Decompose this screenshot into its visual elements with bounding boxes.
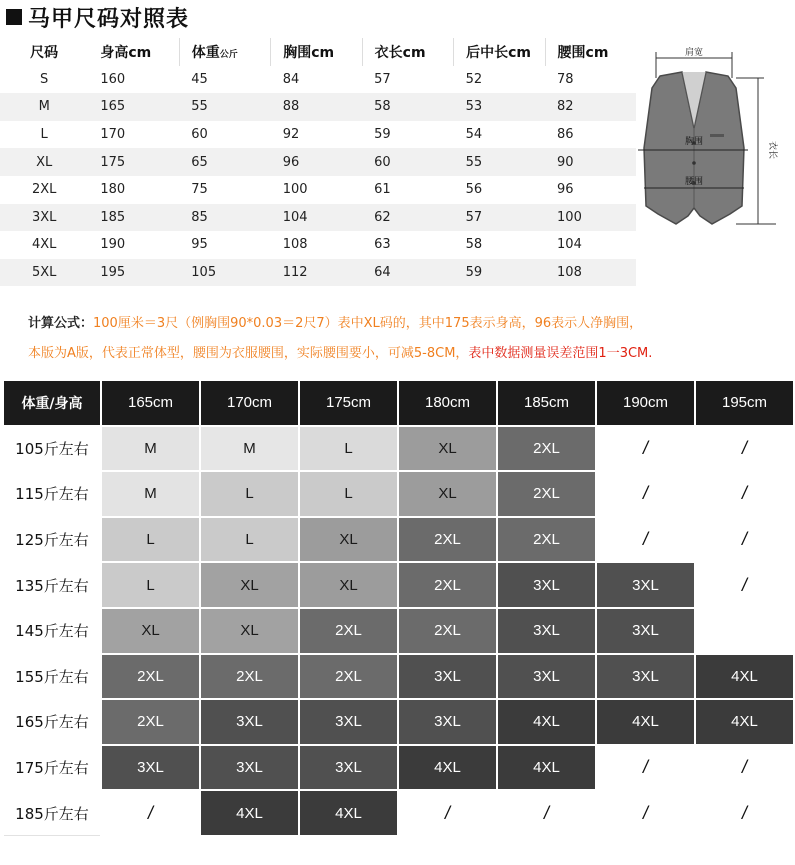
measure-cell: 92: [282, 127, 300, 143]
measure-cell: 61: [374, 182, 391, 198]
measure-cell: 85: [179, 204, 270, 232]
grid-row: [3, 745, 794, 791]
size-cell: 2XL: [31, 182, 57, 198]
size-row: [0, 121, 636, 149]
formula-label: 计算公式：: [28, 316, 94, 331]
grid-size-cell: M: [101, 471, 200, 517]
grid-size-cell: L: [101, 517, 200, 563]
header-height: 身高cm: [100, 44, 152, 61]
measure-cell: 86: [557, 127, 574, 143]
grid-na-cell: /: [101, 790, 200, 836]
grid-na-cell: /: [695, 426, 794, 472]
grid-size-cell: XL: [299, 562, 398, 608]
grid-size-cell: M: [101, 426, 200, 472]
grid-size-cell: 3XL: [497, 608, 596, 654]
measure-cell: 105: [179, 259, 270, 287]
measure-cell: 52: [465, 71, 483, 87]
grid-size-cell: 2XL: [200, 654, 299, 700]
measure-cell: 57: [454, 204, 545, 232]
grid-height-header: 185cm: [497, 380, 596, 426]
grid-size-cell: 3XL: [398, 654, 497, 700]
measure-cell: 108: [545, 259, 636, 287]
grid-size-cell: 3XL: [596, 654, 695, 700]
grid-size-cell: 4XL: [299, 790, 398, 836]
page-title-text: 马甲尺码对照表: [28, 6, 190, 32]
grid-size-cell: 4XL: [497, 699, 596, 745]
grid-size-cell: L: [299, 471, 398, 517]
grid-height-header: 195cm: [695, 380, 794, 426]
measure-cell: 62: [362, 204, 453, 232]
grid-weight-label: 125斤左右: [3, 517, 101, 563]
grid-size-cell: 2XL: [398, 562, 497, 608]
size-cell: 5XL: [0, 259, 88, 287]
grid-size-cell: XL: [299, 517, 398, 563]
measure-cell: 78: [557, 71, 574, 87]
grid-na-cell: /: [398, 790, 497, 836]
formula-line-1: [28, 312, 642, 331]
grid-size-cell: 2XL: [299, 654, 398, 700]
grid-size-cell: 2XL: [101, 654, 200, 700]
grid-size-cell: XL: [398, 471, 497, 517]
header-weight: 体重公斤: [179, 38, 270, 66]
measure-cell: 65: [179, 148, 270, 176]
grid-size-cell: XL: [398, 426, 497, 472]
header-waist: 腰围cm: [545, 38, 636, 66]
measure-cell: 90: [545, 148, 636, 176]
grid-size-cell: XL: [101, 608, 200, 654]
grid-na-cell: /: [695, 562, 794, 608]
grid-size-cell: 2XL: [497, 426, 596, 472]
measure-cell: 84: [282, 71, 300, 87]
grid-na-cell: /: [596, 745, 695, 791]
measure-cell: 56: [465, 182, 483, 198]
size-reference-grid: [2, 379, 795, 837]
grid-height-header: 180cm: [398, 380, 497, 426]
grid-row: [3, 426, 794, 472]
formula-text-1: 100厘米＝3尺（例胸围90*0.03＝2尺7）表中XL码的，其中175表示身高，96表示人净胸围，: [93, 316, 643, 331]
measure-cell: 195: [88, 259, 179, 287]
grid-na-cell: /: [497, 790, 596, 836]
measure-cell: 190: [100, 237, 126, 253]
size-cell: M: [0, 93, 88, 121]
grid-weight-label: 105斤左右: [3, 426, 101, 472]
size-table: [0, 38, 636, 286]
grid-size-cell: L: [101, 562, 200, 608]
formula-text-2: 本版为A版，代表正常体型，腰围为衣服腰围，实际腰围要小，可减5-8CM，: [28, 346, 469, 361]
grid-size-cell: M: [200, 426, 299, 472]
grid-size-cell: 2XL: [497, 517, 596, 563]
size-row: [0, 176, 636, 204]
grid-size-cell: L: [200, 471, 299, 517]
grid-row: [3, 562, 794, 608]
title-square-icon: [6, 9, 22, 25]
grid-corner: 体重/身高: [3, 380, 101, 426]
grid-size-cell: XL: [200, 608, 299, 654]
grid-size-cell: 2XL: [101, 699, 200, 745]
grid-size-cell: 3XL: [497, 562, 596, 608]
measure-cell: 100: [545, 204, 636, 232]
measure-cell: 59: [374, 127, 391, 143]
formula-line-2: [28, 342, 652, 361]
size-cell: 4XL: [31, 237, 57, 253]
measure-cell: 185: [88, 204, 179, 232]
grid-na-cell: /: [695, 790, 794, 836]
grid-height-header: 170cm: [200, 380, 299, 426]
grid-size-cell: 2XL: [398, 608, 497, 654]
measure-cell: 160: [100, 71, 126, 87]
grid-na-cell: /: [596, 790, 695, 836]
measure-cell: 170: [100, 127, 126, 143]
length-label: 衣长: [767, 140, 777, 160]
grid-size-cell: 4XL: [200, 790, 299, 836]
grid-row: [3, 517, 794, 563]
grid-size-cell: 4XL: [497, 745, 596, 791]
measure-cell: 55: [454, 148, 545, 176]
grid-size-cell: L: [200, 517, 299, 563]
measure-cell: 45: [191, 71, 208, 87]
grid-na-cell: /: [596, 471, 695, 517]
measure-cell: 95: [191, 237, 208, 253]
size-cell: XL: [0, 148, 88, 176]
size-row: [0, 259, 636, 287]
measure-cell: 88: [271, 93, 362, 121]
grid-size-cell: 3XL: [596, 608, 695, 654]
grid-row: [3, 608, 794, 654]
measure-cell: 55: [179, 93, 270, 121]
grid-na-cell: /: [596, 426, 695, 472]
grid-size-cell: 2XL: [299, 608, 398, 654]
size-row: [0, 148, 636, 176]
size-cell: 3XL: [0, 204, 88, 232]
chest-label: 胸围: [684, 137, 704, 147]
grid-size-cell: 2XL: [398, 517, 497, 563]
grid-row: [3, 699, 794, 745]
grid-size-cell: 2XL: [497, 471, 596, 517]
grid-weight-label: 165斤左右: [3, 699, 101, 745]
measure-cell: 57: [374, 71, 391, 87]
header-chest: 胸围cm: [271, 38, 362, 66]
measure-cell: 96: [271, 148, 362, 176]
measure-cell: 100: [282, 182, 308, 198]
measure-cell: 53: [454, 93, 545, 121]
size-cell: S: [40, 71, 49, 87]
grid-weight-label: 115斤左右: [3, 471, 101, 517]
header-size: 尺码: [30, 44, 59, 61]
header-back-length: 后中长cm: [454, 38, 545, 66]
measure-cell: 108: [282, 237, 308, 253]
grid-size-cell: 4XL: [596, 699, 695, 745]
grid-height-header: 175cm: [299, 380, 398, 426]
grid-row: [3, 790, 794, 836]
measure-cell: 60: [191, 127, 208, 143]
measure-cell: 82: [545, 93, 636, 121]
grid-height-header: 190cm: [596, 380, 695, 426]
grid-header-row: [3, 380, 794, 426]
measure-cell: 104: [557, 237, 582, 253]
grid-size-cell: 3XL: [299, 699, 398, 745]
grid-size-cell: 3XL: [596, 562, 695, 608]
size-row: [0, 231, 636, 259]
grid-row: [3, 654, 794, 700]
grid-size-cell: 3XL: [200, 699, 299, 745]
grid-weight-label: 135斤左右: [3, 562, 101, 608]
size-row: [0, 66, 636, 94]
vest-diagram: [636, 38, 795, 262]
grid-weight-label: 185斤左右: [3, 790, 101, 836]
grid-na-cell: /: [596, 517, 695, 563]
measure-cell: 60: [362, 148, 453, 176]
grid-size-cell: L: [299, 426, 398, 472]
grid-size-cell: 4XL: [695, 699, 794, 745]
header-length: 衣长cm: [362, 38, 453, 66]
grid-weight-label: 155斤左右: [3, 654, 101, 700]
measure-cell: 58: [362, 93, 453, 121]
grid-size-cell: 3XL: [200, 745, 299, 791]
measure-cell: 58: [465, 237, 483, 253]
size-table-header: [0, 38, 636, 66]
formula-note: 表中数据测量误差范围1一3CM.: [468, 346, 653, 361]
measure-cell: 75: [191, 182, 208, 198]
measure-cell: 54: [465, 127, 483, 143]
measure-cell: 63: [374, 237, 391, 253]
grid-na-cell: /: [695, 471, 794, 517]
grid-height-header: 165cm: [101, 380, 200, 426]
size-cell: L: [40, 127, 48, 143]
grid-size-cell: 4XL: [695, 654, 794, 700]
grid-size-cell: 3XL: [398, 699, 497, 745]
grid-weight-label: 145斤左右: [3, 608, 101, 654]
grid-empty-cell: [695, 608, 794, 654]
shoulder-label: 肩宽: [684, 48, 704, 58]
measure-cell: 175: [88, 148, 179, 176]
grid-size-cell: XL: [200, 562, 299, 608]
grid-size-cell: 3XL: [101, 745, 200, 791]
grid-size-cell: 3XL: [497, 654, 596, 700]
grid-size-cell: 4XL: [398, 745, 497, 791]
grid-row: [3, 471, 794, 517]
waist-label: 腰围: [684, 177, 704, 187]
measure-cell: 112: [271, 259, 362, 287]
grid-na-cell: /: [695, 517, 794, 563]
grid-na-cell: /: [695, 745, 794, 791]
measure-cell: 59: [454, 259, 545, 287]
measure-cell: 180: [100, 182, 126, 198]
size-row: [0, 204, 636, 232]
measure-cell: 64: [362, 259, 453, 287]
vest-icon: [636, 38, 795, 262]
measure-cell: 104: [271, 204, 362, 232]
page-title: [6, 2, 189, 32]
grid-weight-label: 175斤左右: [3, 745, 101, 791]
measure-cell: 96: [557, 182, 574, 198]
size-row: [0, 93, 636, 121]
measure-cell: 165: [88, 93, 179, 121]
grid-size-cell: 3XL: [299, 745, 398, 791]
